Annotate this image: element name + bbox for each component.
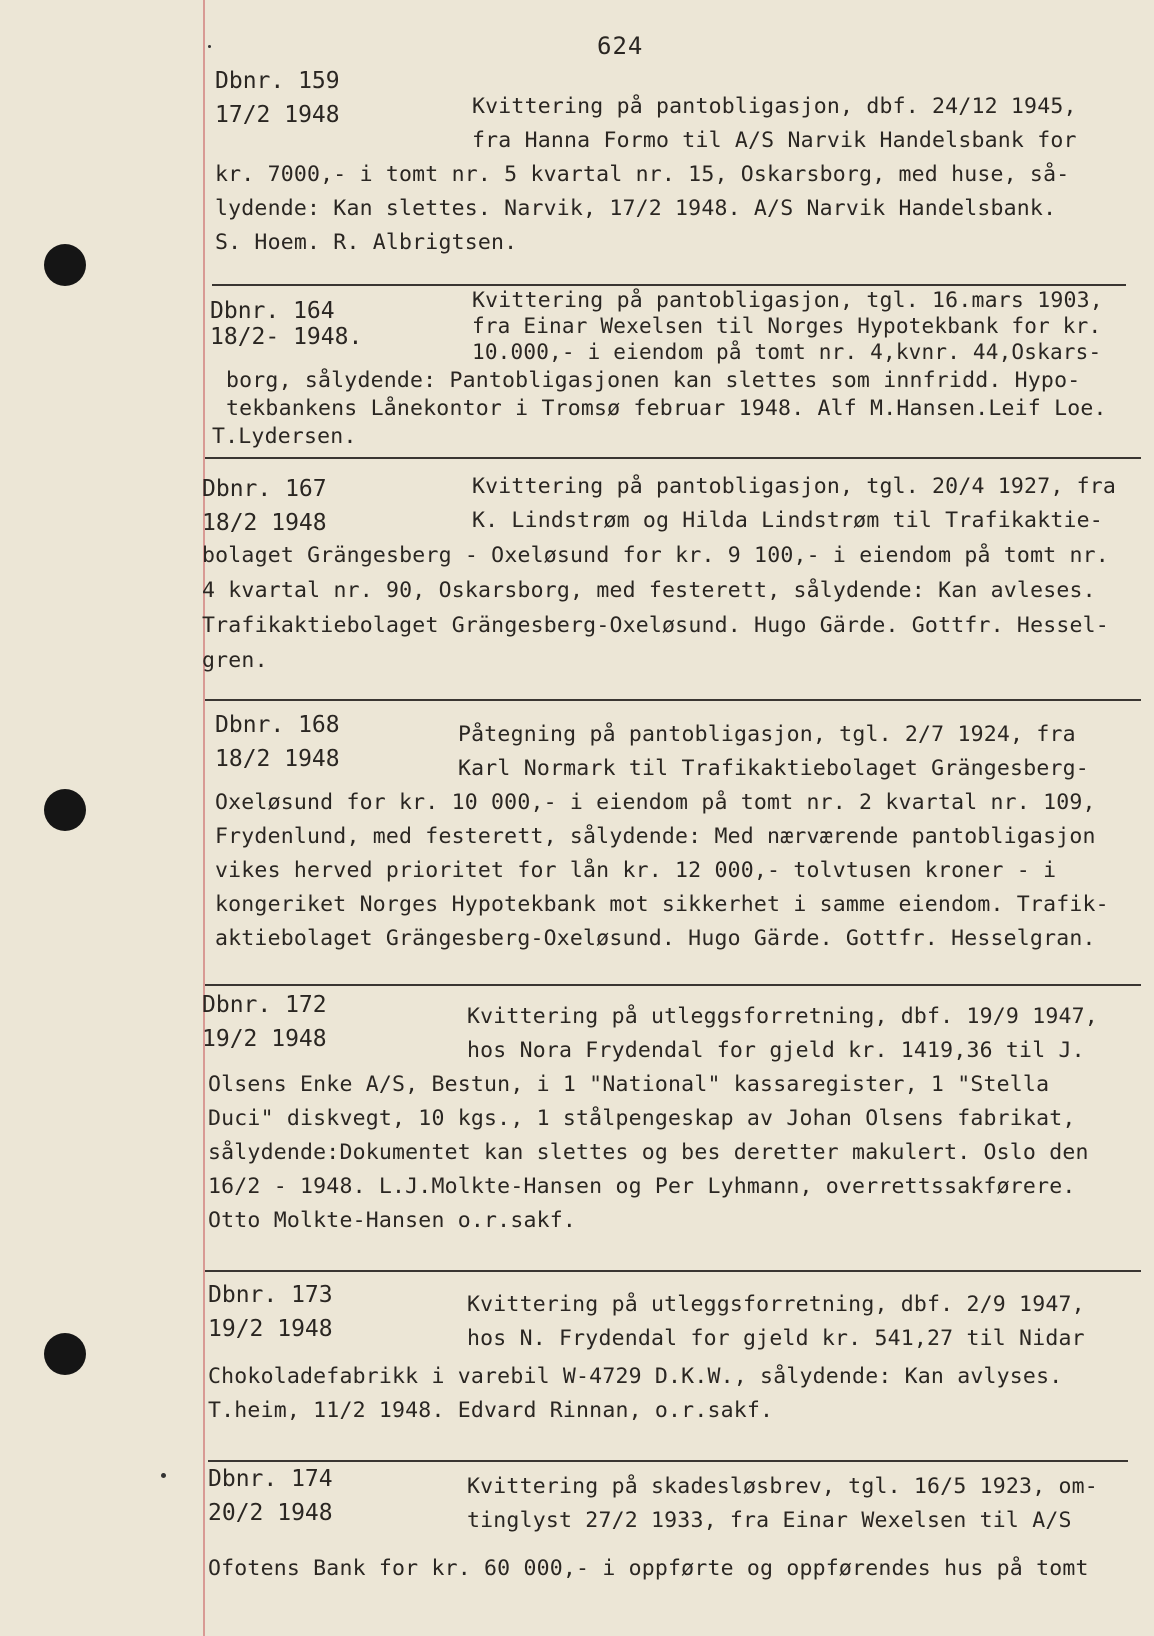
punch-hole xyxy=(44,1333,86,1375)
entry-date: 20/2 1948 xyxy=(208,1500,333,1526)
entry-line: lydende: Kan slettes. Narvik, 17/2 1948. A/S Narvik Handelsbank. xyxy=(215,196,1057,221)
ink-dot xyxy=(208,45,211,48)
entry-line: Frydenlund, med festerett, sålydende: Med nærværende pantobligasjon xyxy=(215,824,1096,849)
entry-date: 18/2 1948 xyxy=(215,746,340,772)
entry-divider xyxy=(205,699,1141,701)
entry-dbnr: Dbnr. 173 xyxy=(208,1282,333,1308)
entry-line: 4 kvartal nr. 90, Oskarsborg, med festerett, sålydende: Kan avleses. xyxy=(202,578,1096,603)
entry-line: Chokoladefabrikk i varebil W-4729 D.K.W., sålydende: Kan avlyses. xyxy=(208,1364,1063,1389)
entry-line: Ofotens Bank for kr. 60 000,- i oppførte og oppførendes hus på tomt xyxy=(208,1556,1089,1581)
entry-line: sålydende:Dokumentet kan slettes og bes deretter makulert. Oslo den xyxy=(208,1140,1089,1165)
entry-line: fra Hanna Formo til A/S Narvik Handelsbank for xyxy=(472,128,1077,153)
entry-dbnr: Dbnr. 167 xyxy=(202,476,327,502)
entry-dbnr: Dbnr. 164 xyxy=(210,298,335,324)
entry-line: Karl Normark til Trafikaktiebolaget Grängesberg- xyxy=(458,756,1089,781)
punch-hole xyxy=(44,244,86,286)
punch-hole xyxy=(44,789,86,831)
entry-divider xyxy=(205,984,1141,986)
entry-line: aktiebolaget Grängesberg-Oxeløsund. Hugo Gärde. Gottfr. Hesselgran. xyxy=(215,926,1096,951)
entry-line: 10.000,- i eiendom på tomt nr. 4,kvnr. 44,Oskars- xyxy=(472,340,1102,364)
entry-line: Kvittering på utleggsforretning, dbf. 2/9 1947, xyxy=(467,1292,1085,1317)
entry-date: 17/2 1948 xyxy=(215,102,340,128)
entry-line: 16/2 - 1948. L.J.Molkte-Hansen og Per Lyhmann, overrettssakførere. xyxy=(208,1174,1076,1199)
entry-divider xyxy=(205,1270,1141,1272)
entry-line: Oxeløsund for kr. 10 000,- i eiendom på tomt nr. 2 kvartal nr. 109, xyxy=(215,790,1096,815)
entry-line: Trafikaktiebolaget Grängesberg-Oxeløsund. Hugo Gärde. Gottfr. Hessel- xyxy=(202,613,1109,638)
margin-line xyxy=(203,0,205,1636)
page-number: 624 xyxy=(597,32,644,60)
entry-date: 19/2 1948 xyxy=(208,1316,333,1342)
entry-line: K. Lindstrøm og Hilda Lindstrøm til Trafikaktie- xyxy=(472,508,1103,533)
entry-dbnr: Dbnr. 168 xyxy=(215,712,340,738)
entry-dbnr: Dbnr. 174 xyxy=(208,1466,333,1492)
entry-line: Kvittering på pantobligasjon, dbf. 24/12 1945, xyxy=(472,94,1077,119)
entry-line: bolaget Grängesberg - Oxeløsund for kr. 9 100,- i eiendom på tomt nr. xyxy=(202,543,1109,568)
entry-date: 19/2 1948 xyxy=(202,1026,327,1052)
entry-dbnr: Dbnr. 172 xyxy=(202,992,327,1018)
entry-line: tinglyst 27/2 1933, fra Einar Wexelsen til A/S xyxy=(467,1508,1072,1533)
entry-date: 18/2- 1948. xyxy=(210,324,363,350)
entry-line: hos N. Frydendal for gjeld kr. 541,27 til Nidar xyxy=(467,1326,1085,1351)
entry-date: 18/2 1948 xyxy=(202,510,327,536)
entry-line: Otto Molkte-Hansen o.r.sakf. xyxy=(208,1208,577,1233)
entry-line: hos Nora Frydendal for gjeld kr. 1419,36 til J. xyxy=(467,1038,1085,1063)
entry-line: Duci" diskvegt, 10 kgs., 1 stålpengeskap av Johan Olsens fabrikat, xyxy=(208,1106,1076,1131)
entry-line: kongeriket Norges Hypotekbank mot sikkerhet i samme eiendom. Trafik- xyxy=(215,892,1109,917)
entry-line: tekbankens Lånekontor i Tromsø februar 1948. Alf M.Hansen.Leif Loe. xyxy=(226,396,1107,421)
entry-line: Påtegning på pantobligasjon, tgl. 2/7 1924, fra xyxy=(458,722,1076,747)
entry-line: Kvittering på pantobligasjon, tgl. 16.mars 1903, xyxy=(472,288,1103,313)
entry-line: kr. 7000,- i tomt nr. 5 kvartal nr. 15, Oskarsborg, med huse, så- xyxy=(215,162,1070,187)
entry-divider xyxy=(205,457,1141,459)
entry-line: borg, sålydende: Pantobligasjonen kan slettes som innfridd. Hypo- xyxy=(226,368,1081,393)
ink-dot xyxy=(161,1473,166,1478)
entry-line: Kvittering på utleggsforretning, dbf. 19/9 1947, xyxy=(467,1004,1098,1029)
entry-line: gren. xyxy=(202,648,268,673)
entry-line: Olsens Enke A/S, Bestun, i 1 "National" kassaregister, 1 "Stella xyxy=(208,1072,1050,1097)
entry-divider xyxy=(208,1460,1128,1462)
entry-divider xyxy=(212,284,1126,286)
entry-line: fra Einar Wexelsen til Norges Hypotekbank for kr. xyxy=(472,314,1102,338)
entry-line: S. Hoem. R. Albrigtsen. xyxy=(215,230,518,255)
entry-line: T.heim, 11/2 1948. Edvard Rinnan, o.r.sakf. xyxy=(208,1398,774,1423)
entry-line: T.Lydersen. xyxy=(212,424,357,449)
entry-dbnr: Dbnr. 159 xyxy=(215,68,340,94)
entry-line: vikes herved prioritet for lån kr. 12 000,- tolvtusen kroner - i xyxy=(215,858,1057,883)
entry-line: Kvittering på skadesløsbrev, tgl. 16/5 1923, om- xyxy=(467,1474,1098,1499)
entry-line: Kvittering på pantobligasjon, tgl. 20/4 1927, fra xyxy=(472,474,1117,499)
